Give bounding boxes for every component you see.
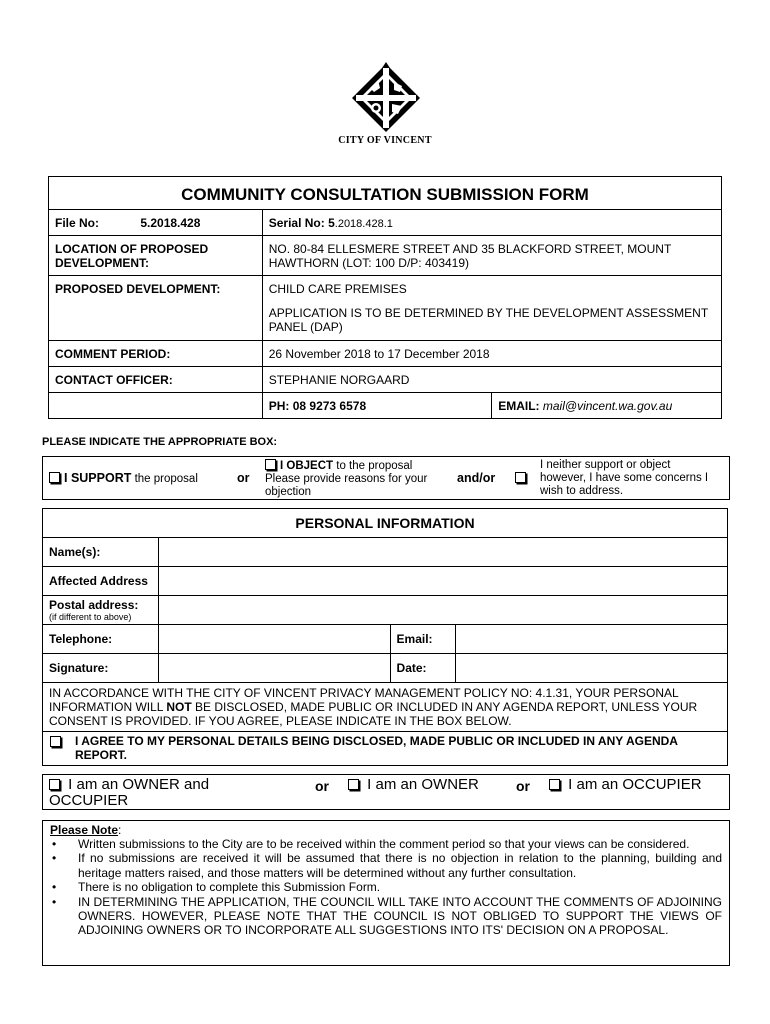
list-item: • IN DETERMINING THE APPLICATION, THE COUNCIL WILL TAKE INTO ACCOUNT THE COMMENTS OF ADJOINING OWNERS. HOWEVER, PLEASE NOTE THAT THE COUNCIL IS NOT OBLIGED TO SUPPORT THE VIEWS OF ADJOINING OWNERS OR TO INCORPORATE ALL SUGGESTIONS INTO ITS' DECISION ON A PROPOSAL.: [52, 894, 722, 938]
owner-occupier-label: I am an OWNER and: [68, 776, 210, 793]
note-text: There is no obligation to complete this Submission Form.: [78, 880, 381, 895]
privacy-statement: [43, 683, 728, 732]
consent-checkbox[interactable]: [50, 736, 61, 747]
notes-list: [50, 837, 722, 938]
affected-address-field[interactable]: [158, 567, 727, 596]
names-field[interactable]: [158, 538, 727, 567]
neither-label-2: however, I have some concerns I: [540, 472, 709, 484]
support-checkbox[interactable]: [49, 472, 60, 483]
list-item: • If no submissions are received it will be assumed that there is no objection in relation to the planning, building and heritage matters raised, and those matters will be determined without any further consultation.: [52, 851, 722, 880]
submission-details-table: [48, 176, 722, 419]
postal-address-label: Postal address:: [49, 598, 139, 612]
email-label: EMAIL:: [498, 399, 540, 413]
support-label: I SUPPORT: [64, 471, 132, 485]
ownership-or-1: or: [315, 778, 329, 794]
position-choice-row: [42, 456, 730, 500]
support-option[interactable]: [49, 472, 198, 486]
and-or-label: and/or: [457, 471, 496, 485]
contact-email-cell: [492, 393, 722, 419]
file-no-value: 5.2018.428: [140, 216, 201, 230]
neither-checkbox[interactable]: [515, 472, 526, 483]
postal-address-cell: [43, 596, 159, 625]
email-value[interactable]: mail@vincent.wa.gov.au: [542, 399, 673, 413]
notes-heading: Please Note: [50, 823, 119, 837]
proposed-development-label: PROPOSED DEVELOPMENT:: [49, 276, 263, 341]
owner-occupier-label-2: OCCUPIER: [49, 792, 129, 809]
date-field[interactable]: [456, 654, 728, 683]
note-text: If no submissions are received it will be assumed that there is no objection in relation to the planning, building and heritage matters raised, and those matters will be determined without any further consultation.: [78, 851, 722, 880]
neither-label-3: wish to address.: [540, 485, 624, 497]
location-label: LOCATION OF PROPOSED DEVELOPMENT:: [49, 236, 263, 276]
owner-occupier-option[interactable]: [49, 777, 209, 809]
affected-address-label: Affected Address: [43, 567, 159, 596]
notes-box: [42, 820, 730, 966]
proposed-development-note: APPLICATION IS TO BE DETERMINED BY THE DEVELOPMENT ASSESSMENT PANEL (DAP): [268, 306, 708, 334]
owner-occupier-checkbox[interactable]: [49, 779, 60, 790]
comment-period-label: COMMENT PERIOD:: [49, 341, 263, 367]
occupier-label: I am an OCCUPIER: [568, 776, 702, 793]
personal-info-title: PERSONAL INFORMATION: [43, 509, 728, 538]
note-text: IN DETERMINING THE APPLICATION, THE COUNCIL WILL TAKE INTO ACCOUNT THE COMMENTS OF ADJOINING OWNERS. HOWEVER, PLEASE NOTE THAT THE COUNCIL IS NOT OBLIGED TO SUPPORT THE VIEWS OF ADJOINING OWNERS OR TO INCORPORATE ALL SUGGESTIONS INTO ITS' DECISION ON A PROPOSAL.: [78, 894, 722, 938]
postal-address-field[interactable]: [158, 596, 727, 625]
serial-no-value: .2018.428.1: [334, 218, 393, 230]
proposed-development-value: CHILD CARE PREMISES: [268, 282, 407, 296]
privacy-not: NOT: [166, 700, 192, 714]
file-no-cell: [49, 210, 263, 236]
indicate-heading: PLEASE INDICATE THE APPROPRIATE BOX:: [42, 436, 278, 448]
neither-option: [540, 459, 708, 498]
signature-label: Signature:: [43, 654, 159, 683]
list-item: • Written submissions to the City are to be received within the comment period so that your views can be considered.: [52, 837, 690, 851]
neither-checkbox-wrap[interactable]: [515, 472, 530, 486]
signature-field[interactable]: [158, 654, 390, 683]
contact-officer-label: CONTACT OFFICER:: [49, 367, 263, 393]
contact-officer-value: STEPHANIE NORGAARD: [262, 367, 721, 393]
object-label-rest: to the proposal: [336, 460, 413, 472]
consent-label: I AGREE TO MY PERSONAL DETAILS BEING DISCLOSED, MADE PUBLIC OR INCLUDED IN ANY AGENDA REPORT.: [75, 734, 678, 762]
note-text: Written submissions to the City are to be received within the comment period so that your views can be considered.: [78, 837, 690, 851]
object-instructions: Please provide reasons for your: [265, 473, 428, 485]
email-field[interactable]: [456, 625, 728, 654]
list-item: • There is no obligation to complete this Submission Form.: [52, 880, 381, 895]
privacy-text-1: IN ACCORDANCE WITH THE CITY OF VINCENT PRIVACY MANAGEMENT POLICY NO: 4.1.31, YOUR PERSONAL INFORMATION WILL: [49, 686, 679, 714]
object-label: I OBJECT: [280, 460, 334, 472]
occupier-option[interactable]: [549, 777, 702, 793]
owner-label: I am an OWNER: [367, 776, 479, 793]
personal-information-table: [42, 508, 728, 766]
owner-option[interactable]: [348, 777, 479, 793]
neither-label-1: I neither support or object: [540, 459, 671, 471]
names-label: Name(s):: [43, 538, 159, 567]
org-name: CITY OF VINCENT: [338, 135, 432, 146]
city-of-vincent-logo: [350, 62, 422, 134]
form-title: COMMUNITY CONSULTATION SUBMISSION FORM: [49, 177, 722, 210]
telephone-label: Telephone:: [43, 625, 159, 654]
object-option[interactable]: [265, 459, 427, 499]
proposed-development-cell: [262, 276, 721, 341]
or-label: or: [237, 471, 250, 485]
email-label-personal: Email:: [390, 625, 456, 654]
comment-period-value: 26 November 2018 to 17 December 2018: [262, 341, 721, 367]
telephone-field[interactable]: [158, 625, 390, 654]
contact-phone: PH: 08 9273 6578: [262, 393, 492, 419]
support-label-rest: the proposal: [134, 473, 198, 485]
file-no-label: File No:: [55, 216, 99, 230]
serial-no-value-bold: 5: [328, 216, 335, 230]
privacy-text-2: BE DISCLOSED, MADE PUBLIC OR INCLUDED IN ANY AGENDA REPORT, UNLESS YOUR CONSENT IS PROVIDED. IF YOU AGREE, PLEASE INDICATE IN THE BOX BELOW.: [49, 700, 698, 728]
occupier-checkbox[interactable]: [549, 779, 560, 790]
object-instructions-2: objection: [265, 486, 312, 498]
object-checkbox[interactable]: [265, 459, 276, 470]
owner-checkbox[interactable]: [348, 779, 359, 790]
serial-no-label: Serial No:: [268, 216, 325, 230]
ownership-row: [42, 774, 730, 810]
date-label: Date:: [390, 654, 456, 683]
ownership-or-2: or: [516, 778, 530, 794]
notes-heading-wrap: Please Note:: [50, 823, 122, 837]
postal-address-note: (if different to above): [49, 612, 132, 622]
location-value: NO. 80-84 ELLESMERE STREET AND 35 BLACKFORD STREET, MOUNT HAWTHORN (LOT: 100 D/P: 403419): [262, 236, 721, 276]
serial-no-cell: [262, 210, 721, 236]
consent-row[interactable]: [43, 732, 728, 766]
